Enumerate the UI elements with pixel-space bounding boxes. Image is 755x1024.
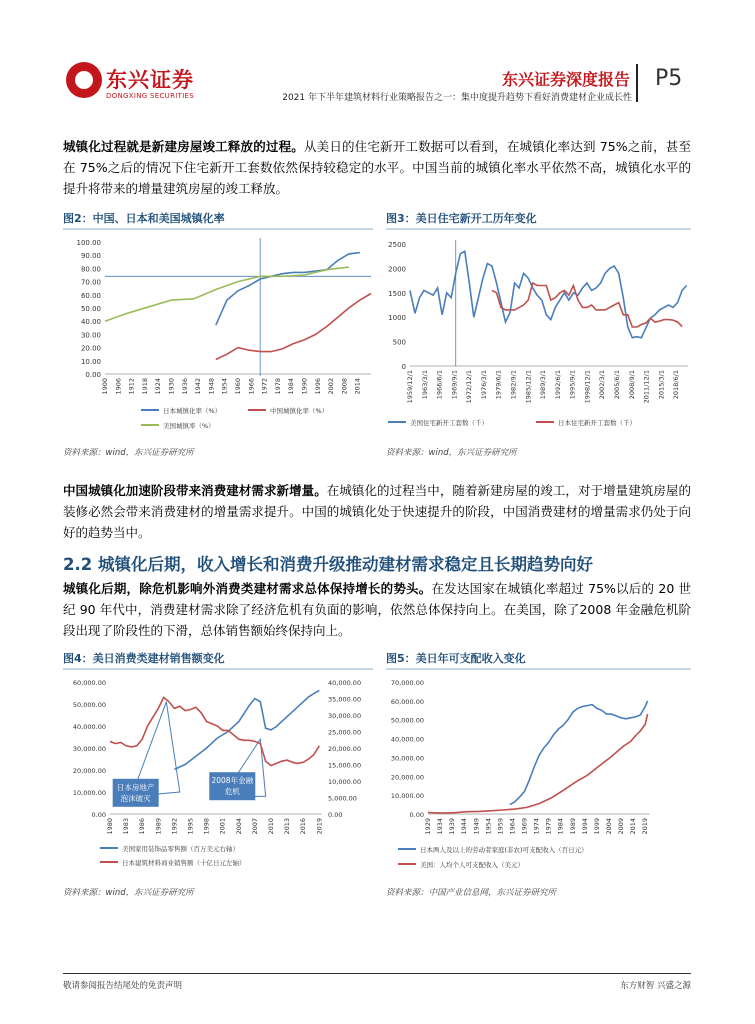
fig3-series-1	[492, 283, 682, 327]
fig3-xtick: 1972/12/1	[465, 370, 474, 404]
fig4-xtick: 1992	[170, 818, 179, 835]
fig4-ytick-right: 10,000.00	[328, 778, 362, 786]
fig5-xtick: 1934	[436, 818, 445, 835]
fig3-chart	[378, 232, 696, 438]
fig4-ytick-left: 10,000.00	[72, 789, 106, 797]
fig2-xtick: 1924	[154, 378, 163, 395]
fig5-xtick: 1979	[544, 818, 553, 835]
fig2-series-1	[216, 294, 371, 360]
fig4-xtick: 2007	[250, 818, 259, 835]
fig2-xtick: 1990	[300, 378, 309, 395]
fig2-ytick: 100.00	[76, 239, 101, 247]
fig2-ytick: 80.00	[80, 265, 101, 274]
fig3-ytick: 1500	[388, 289, 406, 298]
fig2-xtick: 2014	[353, 378, 362, 395]
fig4-xtick: 1986	[138, 818, 147, 835]
fig5-xtick: 1999	[592, 818, 601, 835]
fig2-xtick: 1900	[101, 378, 109, 395]
fig2-xtick: 1978	[273, 378, 282, 395]
fig2-series-2	[105, 267, 349, 321]
fig3-xtick: 2011/12/1	[642, 370, 651, 404]
fig4-callout-crisis-line1: 2008年金融	[211, 776, 254, 786]
footer-disclaimer: 敬请参阅报告结尾处的免责声明	[63, 981, 183, 991]
report-title: 东兴证券深度报告	[501, 70, 630, 89]
fig2-xtick: 1918	[140, 378, 149, 395]
fig3-xtick: 1963/3/1	[420, 370, 429, 400]
fig2-ytick: 30.00	[80, 331, 101, 340]
fig5-ytick: 50,000.00	[390, 716, 424, 725]
fig3-xtick: 1985/12/1	[524, 370, 533, 404]
fig3-xtick: 1998/12/1	[583, 370, 592, 404]
paragraph-1-lead: 城镇化过程就是新建房屋竣工释放的过程。	[63, 139, 304, 154]
fig3-legend-japan-label: 日本住宅新开工套数（千）	[558, 419, 636, 427]
fig5-xtick: 1974	[532, 818, 541, 835]
fig3-xtick: 1959/12/1	[406, 370, 414, 404]
header-divider	[636, 64, 638, 102]
fig3-xtick: 1992/6/1	[553, 370, 562, 400]
fig2-legend-japan-label: 日本城镇化率（%）	[163, 407, 222, 415]
fig4-series-0	[174, 690, 319, 769]
fig3-xtick: 1969/9/1	[450, 370, 459, 400]
fig2-series-0	[216, 253, 360, 326]
fig4-ytick-left: 40,000.00	[72, 723, 106, 731]
fig5-legend-japan-label: 日本两人及以上的劳动者家庭(非农)可支配收入（百日元）	[420, 846, 588, 854]
fig4-xtick: 1983	[122, 818, 131, 835]
paragraph-2-body: 在城镇化的过程当中，随着新建房屋的竣工，对于增量建筑房屋的装修必然会带来消费建材的增量需求提升。中国的城镇化处于快速提升的阶段，中国消费建材的增量需求仍处于向好的趋势当中。	[63, 483, 691, 540]
fig5-ytick: 30,000.00	[390, 754, 424, 763]
fig3-xtick: 1976/3/1	[479, 370, 488, 400]
fig4-xtick: 2016	[299, 818, 308, 835]
fig4-xtick: 1980	[106, 818, 114, 835]
fig4-ytick-right: 40,000.00	[328, 679, 362, 687]
fig4-ytick-left: 0.00	[91, 811, 106, 819]
fig5-xtick: 2019	[641, 818, 650, 835]
fig3-ytick: 2500	[388, 241, 406, 249]
fig3-legend-us-label: 美国住宅新开工套数（千）	[410, 419, 488, 427]
fig3-xtick: 1979/6/1	[494, 370, 503, 400]
fig3-xtick: 1989/3/1	[539, 370, 548, 400]
fig2-xtick: 1954	[220, 378, 229, 395]
fig5-ytick: 70,000.00	[390, 679, 424, 687]
fig5-xtick: 1969	[520, 818, 529, 835]
fig2-xtick: 1984	[287, 378, 296, 395]
fig3-xtick: 2018/6/1	[672, 370, 681, 400]
footer-rule	[63, 973, 691, 974]
fig2-ytick: 10.00	[80, 357, 101, 366]
fig5-xtick: 1989	[568, 818, 577, 835]
fig5-ytick: 40,000.00	[390, 735, 424, 744]
fig4-chart	[60, 672, 380, 878]
fig2-ytick: 60.00	[80, 291, 101, 300]
paragraph-3-lead: 城镇化后期，除危机影响外消费类建材需求总体保持增长的势头。	[63, 581, 432, 596]
fig4-callout-bubble-line2: 泡沫破灭	[120, 793, 151, 803]
fig2-chart	[63, 232, 383, 438]
fig3-xtick: 1966/6/1	[435, 370, 444, 400]
fig4-xtick: 1995	[186, 818, 195, 835]
fig4-xtick: 1998	[202, 818, 211, 835]
fig2-xtick: 1912	[127, 378, 136, 395]
fig5-chart	[378, 672, 696, 878]
fig2-title-rule	[63, 228, 373, 230]
fig5-xtick: 1964	[508, 818, 517, 835]
logo-english: DONGXING SECURITIES	[106, 92, 195, 100]
fig3-xtick: 2008/9/1	[627, 370, 636, 400]
fig2-xtick: 2002	[327, 378, 336, 395]
fig5-xtick: 1949	[472, 818, 481, 835]
fig3-ytick: 500	[392, 338, 406, 347]
fig3-ytick: 0	[401, 363, 406, 371]
fig2-xtick: 2008	[340, 378, 349, 395]
fig2-xtick: 1936	[180, 378, 189, 395]
fig3-xtick: 1982/9/1	[509, 370, 518, 400]
paragraph-3	[63, 578, 691, 641]
fig4-xtick: 2001	[218, 818, 227, 835]
fig3-xtick: 2002/3/1	[598, 370, 607, 400]
fig5-ytick: 10,000.00	[390, 792, 424, 801]
fig4-ytick-left: 60,000.00	[72, 679, 106, 687]
fig5-legend-us-label: 美国：人均个人可支配收入（美元）	[420, 861, 524, 869]
fig2-ytick: 40.00	[80, 318, 101, 327]
fig4-callout-crisis-line2: 危机	[224, 787, 240, 797]
fig5-title: 图5：美日年可支配收入变化	[386, 652, 526, 665]
fig4-callout-bubble-line1: 日本房地产	[116, 782, 155, 792]
fig4-title: 图4：美日消费类建材销售额变化	[63, 652, 225, 665]
fig5-ytick: 0.00	[409, 811, 424, 819]
fig2-source: 资料来源：wind，东兴证券研究所	[63, 448, 194, 458]
company-logo-icon	[66, 62, 102, 98]
fig2-xtick: 1972	[260, 378, 269, 395]
paragraph-1	[63, 136, 691, 199]
fig2-xtick: 1948	[207, 378, 216, 395]
fig5-xtick: 1984	[556, 818, 565, 835]
fig5-xtick: 2004	[604, 818, 613, 835]
fig5-xtick: 1929	[424, 818, 432, 835]
fig4-ytick-right: 0.00	[328, 811, 343, 819]
fig4-ytick-right: 20,000.00	[328, 745, 362, 753]
fig3-ytick: 1000	[388, 314, 406, 323]
fig4-xtick: 2010	[267, 818, 276, 835]
paragraph-3-body: 在发达国家在城镇化率超过 75%以后的 20 世纪 90 年代中，消费建材需求除了经济危机有负面的影响，依然总体保持向上。在美国，除了2008 年金融危机阶段出现了阶段性的下滑，总体销售额始终保持向上。	[63, 581, 691, 638]
fig5-ytick: 60,000.00	[390, 697, 424, 706]
fig5-xtick: 1959	[496, 818, 505, 835]
fig2-xtick: 1966	[247, 378, 256, 395]
fig2-xtick: 1906	[114, 378, 123, 395]
fig2-xtick: 1960	[234, 378, 242, 395]
fig5-xtick: 1954	[484, 818, 493, 835]
fig4-xtick: 1989	[154, 818, 163, 835]
fig5-xtick: 1939	[448, 818, 457, 835]
fig3-xtick: 2015/3/1	[657, 370, 666, 400]
footer-slogan: 东方财智 兴盛之源	[620, 981, 691, 991]
fig5-xtick: 1994	[580, 818, 589, 835]
fig4-ytick-right: 15,000.00	[328, 761, 362, 770]
fig4-ytick-left: 30,000.00	[72, 745, 106, 753]
fig4-xtick: 2004	[234, 818, 243, 835]
fig5-series-0	[510, 701, 648, 805]
paragraph-1-body: 从美日的住宅新开工数据可以看到，在城镇化率达到 75%之前，甚至在 75%之后的情况下住宅新开工套数依然保持较稳定的水平。中国当前的城镇化率水平依然不高，城镇化水平的提升将带来的增量建筑房屋的竣工释放。	[63, 139, 691, 196]
paragraph-2-lead: 中国城镇化加速阶段带来消费建材需求新增量。	[63, 483, 327, 498]
fig2-ytick: 70.00	[80, 278, 101, 287]
fig5-xtick: 1944	[460, 818, 469, 835]
paragraph-2	[63, 480, 691, 543]
fig5-xtick: 2009	[617, 818, 626, 835]
fig3-xtick: 1995/9/1	[568, 370, 577, 400]
fig2-ytick: 90.00	[80, 252, 101, 261]
fig4-legend-us-label: 美国家用装饰品零售额（百万美元右轴）	[122, 845, 239, 853]
fig2-ytick: 0.00	[85, 371, 101, 379]
fig2-legend-us-label: 美国城镇率（%）	[163, 422, 215, 430]
fig2-xtick: 1930	[167, 378, 176, 395]
fig5-series-1	[428, 714, 648, 813]
fig3-xtick: 2005/6/1	[613, 370, 622, 400]
fig4-xtick: 2019	[315, 818, 324, 835]
page-number: P5	[655, 66, 683, 91]
logo-text: 东兴证券	[106, 68, 194, 92]
fig2-ytick: 50.00	[80, 305, 101, 313]
fig2-ytick: 20.00	[80, 344, 101, 353]
fig5-source: 资料来源：中国产业信息网，东兴证券研究所	[386, 888, 557, 898]
fig4-ytick-right: 5,000.00	[328, 794, 357, 803]
fig4-source: 资料来源：wind，东兴证券研究所	[63, 888, 194, 898]
fig4-xtick: 2013	[283, 818, 292, 835]
fig4-ytick-left: 20,000.00	[72, 767, 106, 775]
fig2-legend-china-label: 中国城镇化率（%）	[270, 407, 329, 415]
fig4-series-1	[110, 697, 319, 765]
fig4-ytick-right: 35,000.00	[328, 695, 362, 704]
fig5-xtick: 2014	[629, 818, 638, 835]
fig5-ytick: 20,000.00	[390, 773, 424, 782]
fig3-source: 资料来源：wind，东兴证券研究所	[386, 448, 517, 458]
fig4-ytick-right: 25,000.00	[328, 728, 362, 737]
fig3-title: 图3：美日住宅新开工历年变化	[386, 212, 537, 225]
fig4-legend-japan-label: 日本建筑材料商业销售额（十亿日元左轴）	[122, 859, 246, 867]
fig2-xtick: 1942	[194, 378, 203, 395]
fig5-title-rule	[386, 668, 691, 670]
fig2-xtick: 1996	[313, 378, 322, 395]
fig3-ytick: 2000	[388, 265, 406, 274]
fig4-title-rule	[63, 668, 373, 670]
section-title: 2.2 城镇化后期，收入增长和消费升级推动建材需求稳定且长期趋势向好	[63, 555, 593, 574]
fig3-title-rule	[386, 228, 691, 230]
fig4-ytick-right: 30,000.00	[328, 712, 362, 720]
fig4-ytick-left: 50,000.00	[72, 701, 106, 709]
fig2-title: 图2：中国、日本和美国城镇化率	[63, 212, 225, 225]
report-subtitle: 2021 年下半年建筑材料行业策略报告之一：集中度提升趋势下看好消费建材企业成长性	[282, 93, 632, 103]
